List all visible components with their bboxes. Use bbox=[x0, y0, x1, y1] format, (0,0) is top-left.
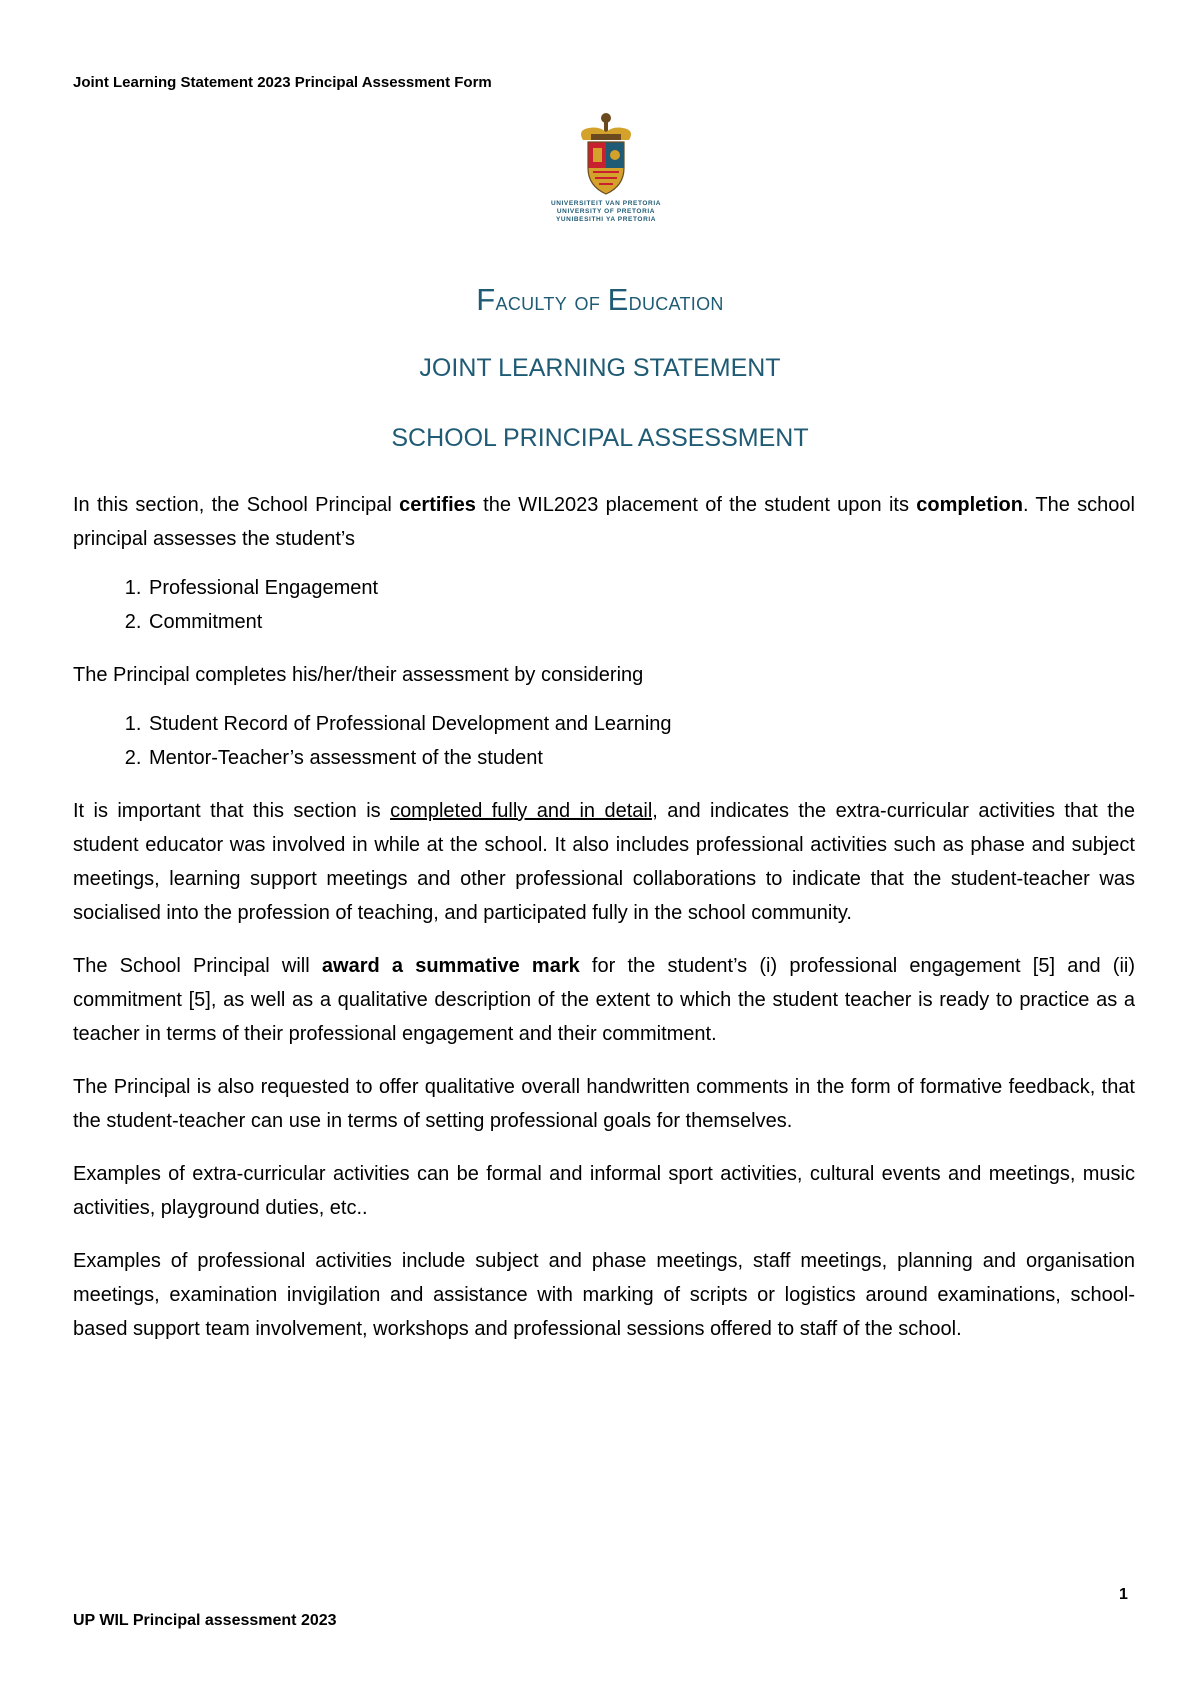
document-body bbox=[73, 488, 1135, 1365]
page-header: Joint Learning Statement 2023 Principal Assessment Form bbox=[73, 74, 492, 91]
considerations-list bbox=[73, 707, 1135, 775]
page-footer: UP WIL Principal assessment 2023 bbox=[73, 1612, 337, 1629]
school-principal-assessment-title: SCHOOL PRINCIPAL ASSESSMENT bbox=[391, 424, 809, 452]
importance-paragraph: It is important that this section is completed fully and in detail, and indicates the extra-curricular activities that the student educator was involved in while at the school. It also includes professional activities such as phase and subject meetings, learning support meetings and other professional collaborations to indicate that the student-teacher was socialised into the profession of teaching, and participated fully in the school community. bbox=[73, 800, 1136, 924]
list-item: 2. Mentor-Teacher’s assessment of the student bbox=[147, 741, 1135, 775]
joint-learning-statement-title: JOINT LEARNING STATEMENT bbox=[419, 354, 781, 382]
page-number: 1 bbox=[1119, 1586, 1128, 1603]
intro-paragraph: In this section, the School Principal certifies the WIL2023 placement of the student upon its completion. The school principal assesses the student’s bbox=[73, 494, 1135, 550]
logo-line-1: UNIVERSITEIT VAN PRETORIA bbox=[550, 200, 662, 207]
list-item: 2. Commitment bbox=[147, 605, 1135, 639]
faculty-title: Faculty of Education bbox=[476, 282, 724, 317]
crest-icon bbox=[571, 110, 641, 198]
list-item: 1. Professional Engagement bbox=[147, 571, 1135, 605]
professional-activities-paragraph: Examples of professional activities include subject and phase meetings, staff meetings, planning and organisation meetings, examination invigilation and assistance with marking of scripts or logistics around examinations, school-based support team involvement, workshops and professional sessions offered to staff of the school. bbox=[73, 1250, 1135, 1340]
feedback-paragraph: The Principal is also requested to offer qualitative overall handwritten comments in the form of formative feedback, that the student-teacher can use in terms of setting professional goals for themselves. bbox=[73, 1076, 1135, 1132]
list-item: 1. Student Record of Professional Development and Learning bbox=[147, 707, 1135, 741]
assessment-criteria-list bbox=[73, 571, 1135, 639]
considering-paragraph: The Principal completes his/her/their assessment by considering bbox=[73, 664, 644, 686]
logo-line-3: YUNIBESITHI YA PRETORIA bbox=[555, 216, 657, 223]
extra-curricular-paragraph: Examples of extra-curricular activities can be formal and informal sport activities, cultural events and meetings, music activities, playground duties, etc.. bbox=[73, 1163, 1135, 1219]
university-logo bbox=[540, 110, 672, 240]
award-paragraph: The School Principal will award a summative mark for the student’s (i) professional engagement [5] and (ii) commitment [5], as well as a qualitative description of the extent to which the student teacher is ready to practice as a teacher in terms of their professional engagement and their commitment. bbox=[73, 955, 1135, 1045]
logo-line-2: UNIVERSITY OF PRETORIA bbox=[556, 208, 656, 215]
